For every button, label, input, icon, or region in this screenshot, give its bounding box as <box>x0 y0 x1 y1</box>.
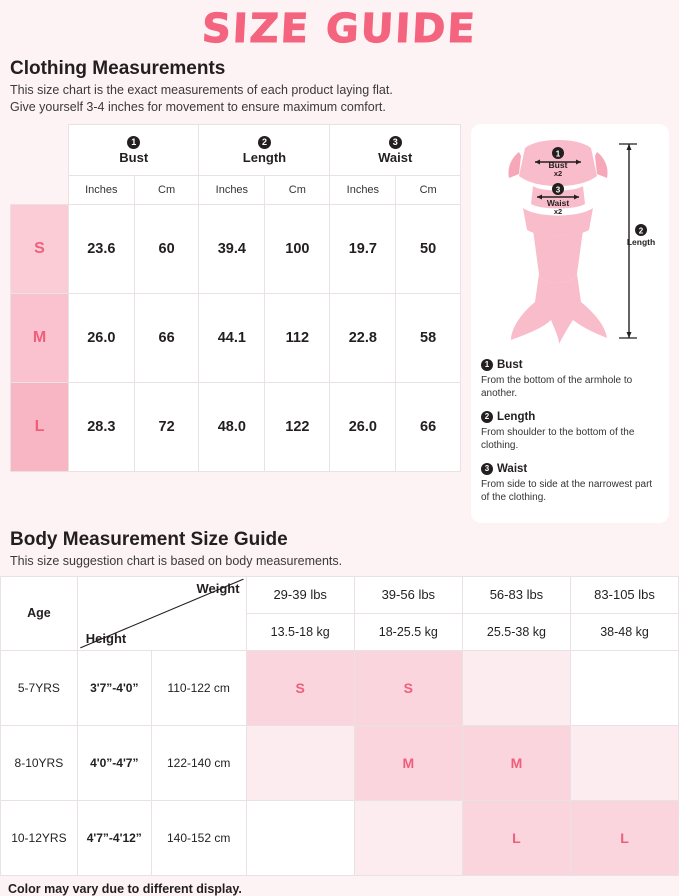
size-label-m: M <box>11 293 69 382</box>
measure-cell: 112 <box>265 293 330 382</box>
unit-cell: Cm <box>396 175 461 204</box>
list-item <box>481 355 659 400</box>
size-suggestion-cell: L <box>462 800 570 875</box>
svg-text:Length: Length <box>626 236 656 247</box>
table-row <box>1 800 679 875</box>
disclaimer-text: Color may vary due to different display. <box>8 881 242 896</box>
svg-text:Bust: Bust <box>548 159 568 170</box>
legend-desc: From the bottom of the armhole to another. <box>481 374 633 399</box>
corner-cell-2 <box>11 175 69 204</box>
measure-cell: 22.8 <box>330 293 396 382</box>
group-label-waist: Waist <box>378 149 413 165</box>
size-suggestion-cell <box>571 650 679 725</box>
size-suggestion-cell: S <box>246 650 354 725</box>
clothing-measurements-table <box>10 124 461 472</box>
size-suggestion-cell <box>246 800 354 875</box>
weight-kg-header: 13.5-18 kg <box>246 613 354 650</box>
measure-cell: 100 <box>265 204 330 293</box>
legend-list <box>481 355 659 504</box>
measure-cell: 44.1 <box>199 293 265 382</box>
group-label-bust: Bust <box>119 149 149 165</box>
size-suggestion-cell: L <box>571 800 679 875</box>
height-in-cell: 4'7”-4'12” <box>77 800 151 875</box>
svg-text:x2: x2 <box>553 206 563 216</box>
table-row <box>11 382 461 471</box>
clothing-top-area <box>0 124 679 523</box>
group-label-length: Length <box>242 149 287 165</box>
age-header: Age <box>1 576 78 650</box>
measure-cell: 48.0 <box>199 382 265 471</box>
page-title: SIZE GUIDE <box>200 6 479 52</box>
height-cm-cell: 140-152 cm <box>151 800 246 875</box>
weight-kg-header: 18-25.5 kg <box>354 613 462 650</box>
legend-label-waist: 3 Waist <box>481 463 527 475</box>
size-suggestion-cell <box>462 650 570 725</box>
clothing-note-line-1: This size chart is the exact measurements of each product laying flat. <box>10 83 393 97</box>
table-row-weight-lbs <box>1 576 679 613</box>
mermaid-dress-diagram <box>481 134 659 349</box>
legend-desc: From side to side at the narrowest part of the clothing. <box>481 478 653 503</box>
measure-cell: 23.6 <box>68 204 134 293</box>
svg-text:Waist: Waist <box>546 197 570 208</box>
age-cell: 8-10YRS <box>1 725 78 800</box>
size-label-s: S <box>11 204 69 293</box>
group-header-length <box>199 124 330 175</box>
unit-cell: Inches <box>199 175 265 204</box>
weight-header-label: Weight <box>196 580 240 596</box>
marker-2-icon: 2 <box>258 136 271 149</box>
marker-1-icon: 1 <box>127 136 140 149</box>
clothing-note-line-2: Give yourself 3-4 inches for movement to ensure maximum comfort. <box>10 99 386 114</box>
legend-desc: From shoulder to the bottom of the clothing. <box>481 426 635 451</box>
age-cell: 10-12YRS <box>1 800 78 875</box>
measure-cell: 19.7 <box>330 204 396 293</box>
body-note: This size suggestion chart is based on body measurements. <box>10 553 343 568</box>
height-in-cell: 3'7”-4'0” <box>77 650 151 725</box>
table-row <box>11 204 461 293</box>
weight-lbs-header: 39-56 lbs <box>354 576 462 613</box>
body-section-heading: Body Measurement Size Guide <box>10 528 288 550</box>
marker-2-icon: 2 <box>481 411 493 423</box>
unit-cell: Cm <box>265 175 330 204</box>
weight-lbs-header: 56-83 lbs <box>462 576 570 613</box>
svg-text:3: 3 <box>555 185 561 195</box>
table-row <box>11 293 461 382</box>
size-suggestion-cell <box>571 725 679 800</box>
unit-cell: Cm <box>134 175 199 204</box>
legend-label-length: 2 Length <box>481 411 535 423</box>
unit-cell: Inches <box>68 175 134 204</box>
table-row <box>1 725 679 800</box>
weight-lbs-header: 83-105 lbs <box>571 576 679 613</box>
size-suggestion-cell: S <box>354 650 462 725</box>
marker-3-icon: 3 <box>389 136 402 149</box>
measure-cell: 39.4 <box>199 204 265 293</box>
size-suggestion-cell <box>246 725 354 800</box>
svg-text:1: 1 <box>555 149 561 159</box>
size-suggestion-cell: M <box>462 725 570 800</box>
measure-cell: 28.3 <box>68 382 134 471</box>
measure-cell: 66 <box>134 293 199 382</box>
measure-cell: 122 <box>265 382 330 471</box>
weight-kg-header: 38-48 kg <box>571 613 679 650</box>
svg-text:x2: x2 <box>553 168 563 178</box>
clothing-section-heading: Clothing Measurements <box>10 58 226 79</box>
weight-kg-header: 25.5-38 kg <box>462 613 570 650</box>
svg-text:2: 2 <box>638 226 644 236</box>
size-suggestion-cell <box>354 800 462 875</box>
measure-cell: 26.0 <box>330 382 396 471</box>
height-cm-cell: 110-122 cm <box>151 650 246 725</box>
measure-cell: 26.0 <box>68 293 134 382</box>
table-row <box>1 650 679 725</box>
measure-cell: 66 <box>396 382 461 471</box>
size-suggestion-cell: M <box>354 725 462 800</box>
weight-height-diagonal-header <box>77 576 246 650</box>
measure-cell: 60 <box>134 204 199 293</box>
corner-cell <box>11 124 69 175</box>
age-cell: 5-7YRS <box>1 650 78 725</box>
group-header-waist <box>330 124 461 175</box>
height-in-cell: 4'0”-4'7” <box>77 725 151 800</box>
height-cm-cell: 122-140 cm <box>151 725 246 800</box>
body-measurement-table <box>0 576 679 876</box>
marker-3-icon: 3 <box>481 463 493 475</box>
legend-label-bust: 1 Bust <box>481 359 523 371</box>
list-item <box>481 407 659 452</box>
table-row-group-header <box>11 124 461 175</box>
title-container <box>0 0 679 52</box>
illustration-card <box>471 124 669 523</box>
measure-cell: 72 <box>134 382 199 471</box>
unit-cell: Inches <box>330 175 396 204</box>
height-header-label: Height <box>85 630 127 646</box>
list-item <box>481 459 659 504</box>
group-header-bust <box>68 124 199 175</box>
table-row-units <box>11 175 461 204</box>
size-label-l: L <box>11 382 69 471</box>
measure-cell: 58 <box>396 293 461 382</box>
marker-1-icon: 1 <box>481 359 493 371</box>
measure-cell: 50 <box>396 204 461 293</box>
weight-lbs-header: 29-39 lbs <box>246 576 354 613</box>
